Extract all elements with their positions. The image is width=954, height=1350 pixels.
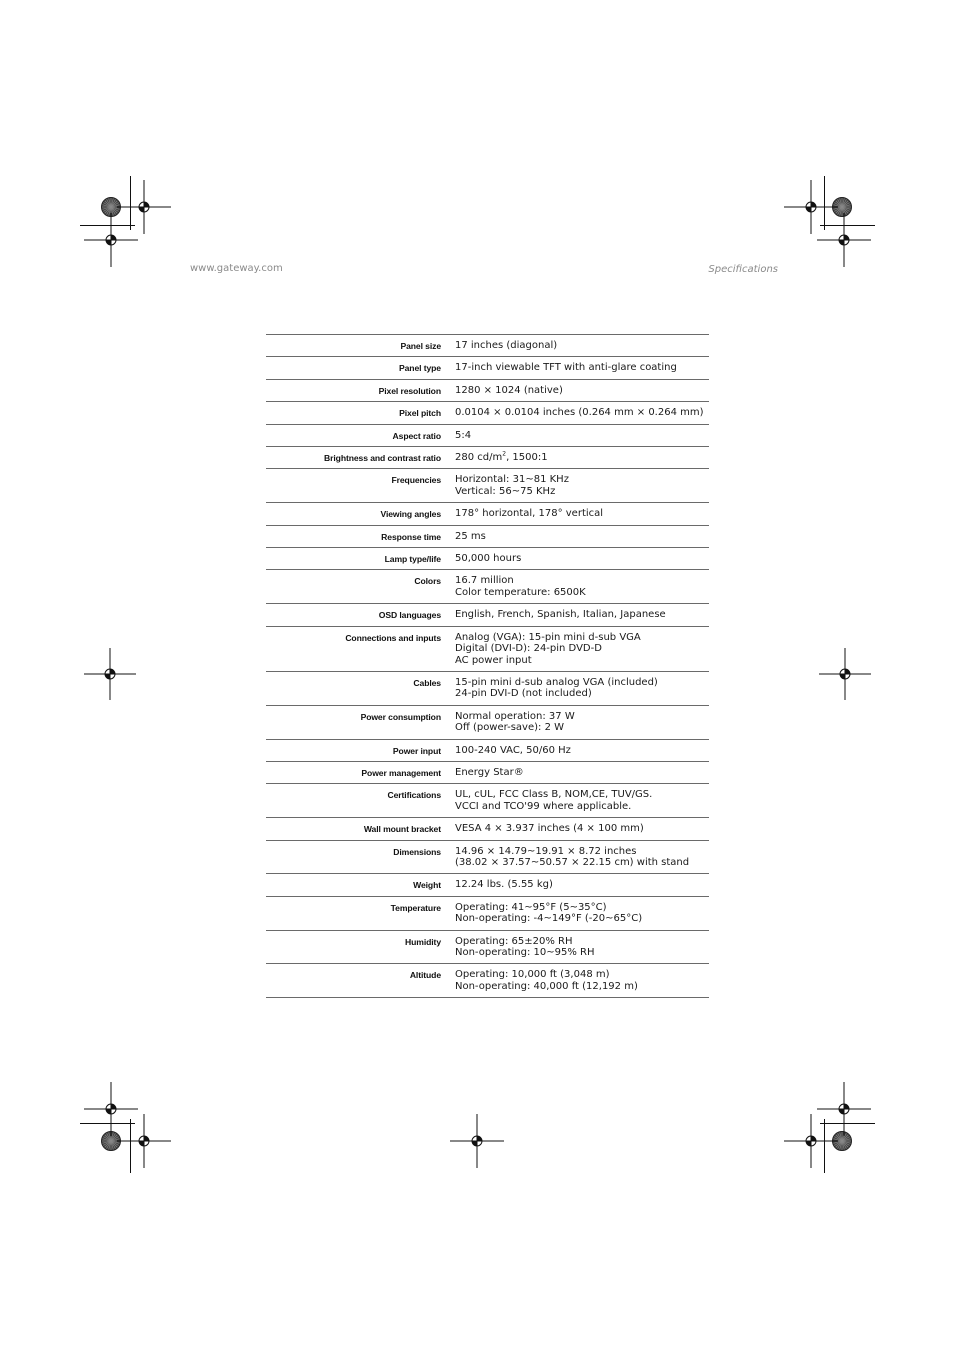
spec-value xyxy=(441,846,709,869)
spec-value xyxy=(441,430,709,441)
page-header-section: Specifications xyxy=(708,264,778,275)
spec-row xyxy=(266,469,709,503)
crop-line xyxy=(824,1119,825,1173)
spec-value xyxy=(441,385,709,396)
spec-value-line: 50,000 hours xyxy=(455,553,522,565)
spec-value xyxy=(441,745,709,756)
crosshair-registration-mark-icon xyxy=(450,1114,504,1168)
spec-value xyxy=(441,340,709,351)
spec-row xyxy=(266,548,709,570)
crop-line xyxy=(824,176,825,230)
spec-row xyxy=(266,841,709,875)
spec-label: Power consumption xyxy=(360,711,441,722)
spec-label: Humidity xyxy=(405,936,441,947)
spec-value-line: Operating: 65±20% RH xyxy=(455,935,573,947)
spec-value xyxy=(441,823,709,834)
spec-value xyxy=(441,609,709,620)
spec-row xyxy=(266,672,709,706)
spec-value xyxy=(441,767,709,778)
spec-value-line: 0.0104 × 0.0104 inches (0.264 mm × 0.264 mm) xyxy=(455,407,704,419)
spec-label: Panel size xyxy=(400,341,441,351)
page-header-url: www.gateway.com xyxy=(190,263,283,274)
spec-value xyxy=(441,902,709,925)
spec-value-line: 17-inch viewable TFT with anti-glare coating xyxy=(455,362,677,374)
spec-row xyxy=(266,380,709,402)
spec-row xyxy=(266,425,709,447)
crop-line xyxy=(130,1119,131,1173)
spec-value-line: (38.02 × 37.57~50.57 × 22.15 cm) with stand xyxy=(455,856,690,868)
spec-value-line: UL, cUL, FCC Class B, NOM,CE, TUV/GS. xyxy=(455,789,653,801)
spec-row xyxy=(266,447,709,469)
spec-label: Viewing angles xyxy=(380,509,441,520)
spec-value-line: VESA 4 × 3.937 inches (4 × 100 mm) xyxy=(455,823,644,835)
spec-value-line: 178° horizontal, 178° vertical xyxy=(455,508,604,520)
spec-value-line: Energy Star® xyxy=(455,766,524,778)
spec-value-line: Non-operating: -4~149°F (-20~65°C) xyxy=(455,913,643,925)
spec-row xyxy=(266,964,709,998)
spec-label: Weight xyxy=(413,880,441,891)
spec-value xyxy=(441,677,709,700)
spec-label: Brightness and contrast ratio xyxy=(324,453,441,464)
spec-value-line: Operating: 41~95°F (5~35°C) xyxy=(455,901,607,913)
crop-line xyxy=(80,225,135,226)
spec-row xyxy=(266,402,709,424)
spec-row xyxy=(266,818,709,840)
spec-label: Frequencies xyxy=(391,475,441,486)
crop-line xyxy=(80,1123,135,1124)
spec-row xyxy=(266,526,709,548)
spec-value xyxy=(441,632,709,666)
spec-row xyxy=(266,931,709,965)
spec-value-line: English, French, Spanish, Italian, Japanese xyxy=(455,609,666,621)
spec-label: Power input xyxy=(392,745,441,756)
spec-label: Certifications xyxy=(387,790,441,801)
spec-row xyxy=(266,706,709,740)
spec-label: Altitude xyxy=(409,970,441,981)
spec-label: Dimensions xyxy=(393,846,441,857)
spec-value-line: 12.24 lbs. (5.55 kg) xyxy=(455,879,553,891)
spec-row xyxy=(266,627,709,672)
spec-value-line: Normal operation: 37 W xyxy=(455,710,575,722)
spec-value-line: 100-240 VAC, 50/60 Hz xyxy=(455,744,571,756)
crosshair-registration-mark-icon xyxy=(84,648,136,700)
spec-row xyxy=(266,357,709,379)
spec-value-line: Analog (VGA): 15-pin mini d-sub VGA xyxy=(455,631,641,643)
spec-label: OSD languages xyxy=(378,610,441,621)
spec-value xyxy=(441,407,709,418)
spec-value-line: 14.96 × 14.79~19.91 × 8.72 inches xyxy=(455,845,637,857)
spec-row xyxy=(266,604,709,626)
spec-value xyxy=(441,575,709,598)
spec-value-line: 16.7 million xyxy=(455,575,514,587)
spec-value-line: Color temperature: 6500K xyxy=(455,586,586,598)
spec-row xyxy=(266,335,709,357)
spec-row xyxy=(266,762,709,784)
spec-value-line: 25 ms xyxy=(455,530,486,542)
spec-row xyxy=(266,897,709,931)
crop-line xyxy=(130,176,131,230)
spec-row xyxy=(266,874,709,896)
crosshair-registration-mark-icon xyxy=(817,213,871,267)
spec-value-line: Vertical: 56~75 KHz xyxy=(455,485,556,497)
superscript: 2 xyxy=(502,450,507,458)
spec-value xyxy=(441,452,709,463)
spec-value-line: Operating: 10,000 ft (3,048 m) xyxy=(455,969,610,981)
spec-label: Colors xyxy=(414,576,441,587)
crop-line xyxy=(820,1123,875,1124)
spec-label: Power management xyxy=(361,767,441,778)
spec-value-line: Digital (DVI-D): 24-pin DVD-D xyxy=(455,643,602,655)
specifications-table xyxy=(266,334,709,998)
spec-value-line: 1280 × 1024 (native) xyxy=(455,384,563,396)
spec-value-line: 280 $cd/m^2$, 1500:1 xyxy=(455,450,548,464)
spec-value-line: Non-operating: 40,000 ft (12,192 m) xyxy=(455,980,638,992)
spec-row xyxy=(266,784,709,818)
spec-value-line: 15-pin mini d-sub analog VGA (included) xyxy=(455,676,658,688)
spec-label: Aspect ratio xyxy=(392,430,441,441)
spec-value xyxy=(441,531,709,542)
spec-value xyxy=(441,879,709,890)
spec-row xyxy=(266,740,709,762)
spec-value-line: 17 inches (diagonal) xyxy=(455,340,558,351)
spec-value xyxy=(441,508,709,519)
spec-row xyxy=(266,503,709,525)
spec-value-line: 24-pin DVI-D (not included) xyxy=(455,688,592,700)
spec-value-line: VCCI and TCO'99 where applicable. xyxy=(455,800,632,812)
spec-label: Connections and inputs xyxy=(345,632,441,643)
spec-value xyxy=(441,789,709,812)
spec-value-line: Non-operating: 10~95% RH xyxy=(455,947,595,958)
crosshair-registration-mark-icon xyxy=(819,648,871,700)
spec-value xyxy=(441,969,709,992)
spec-label: Lamp type/life xyxy=(384,554,441,565)
spec-value-line: Horizontal: 31~81 KHz xyxy=(455,474,569,486)
spec-value xyxy=(441,553,709,564)
spec-value-line: AC power input xyxy=(455,654,532,666)
spec-label: Response time xyxy=(381,531,441,542)
spec-label: Temperature xyxy=(390,902,441,913)
crop-line xyxy=(820,225,875,226)
spec-value-line: 5:4 xyxy=(455,429,472,441)
spec-value xyxy=(441,711,709,734)
spec-label: Pixel pitch xyxy=(399,408,441,419)
spec-value xyxy=(441,936,709,959)
spec-label: Pixel resolution xyxy=(378,385,441,396)
spec-value-line: Off (power-save): 2 W xyxy=(455,722,565,734)
spec-label: Panel type xyxy=(399,363,441,374)
spec-value xyxy=(441,362,709,373)
spec-row xyxy=(266,570,709,604)
spec-label: Cables xyxy=(413,677,441,688)
spec-value xyxy=(441,474,709,497)
spec-label: Wall mount bracket xyxy=(363,824,441,835)
crosshair-registration-mark-icon xyxy=(817,1082,871,1136)
